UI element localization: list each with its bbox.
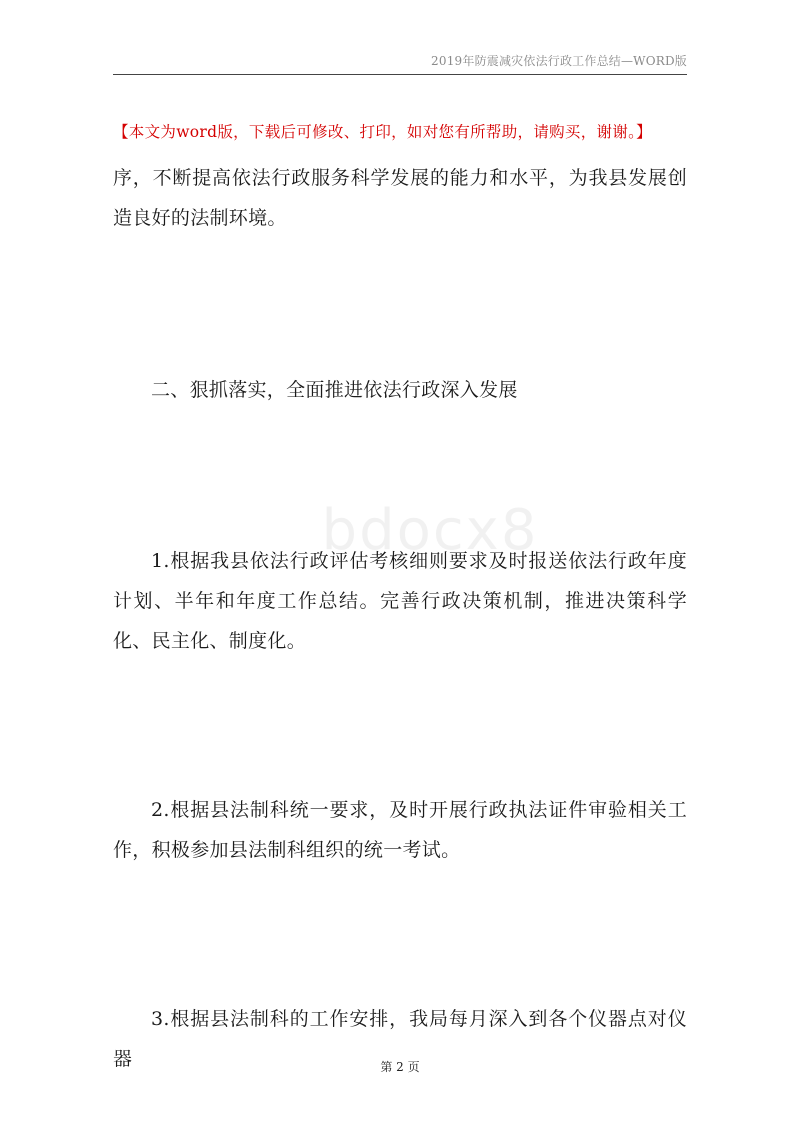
body-paragraph-3: 2.根据县法制科统一要求，及时开展行政执法证件审验相关工作，积极参加县法制科组织的统一考试。 (113, 799, 687, 861)
section-heading-2: 二、狠抓落实，全面推进依法行政深入发展 (151, 379, 518, 401)
body-paragraph-2: 1.根据我县依法行政评估考核细则要求及时报送依法行政年度计划、半年和年度工作总结。完善行政决策机制，推进决策科学化、民主化、制度化。 (113, 550, 687, 652)
purchase-notice: 【本文为word版，下载后可修改、打印，如对您有所帮助，请购买，谢谢。】 (113, 123, 652, 141)
page-number: 第 2 页 (380, 1060, 420, 1074)
header-divider (113, 74, 687, 75)
document-header: 2019年防震减灾依法行政工作总结—WORD版 (431, 54, 687, 68)
watermark-text: bdocx8 (321, 498, 539, 563)
body-paragraph-4: 3.根据县法制科的工作安排，我局每月深入到各个仪器点对仪器 (113, 1008, 687, 1070)
body-paragraph-1: 序，不断提高依法行政服务科学发展的能力和水平，为我县发展创造良好的法制环境。 (113, 167, 687, 229)
